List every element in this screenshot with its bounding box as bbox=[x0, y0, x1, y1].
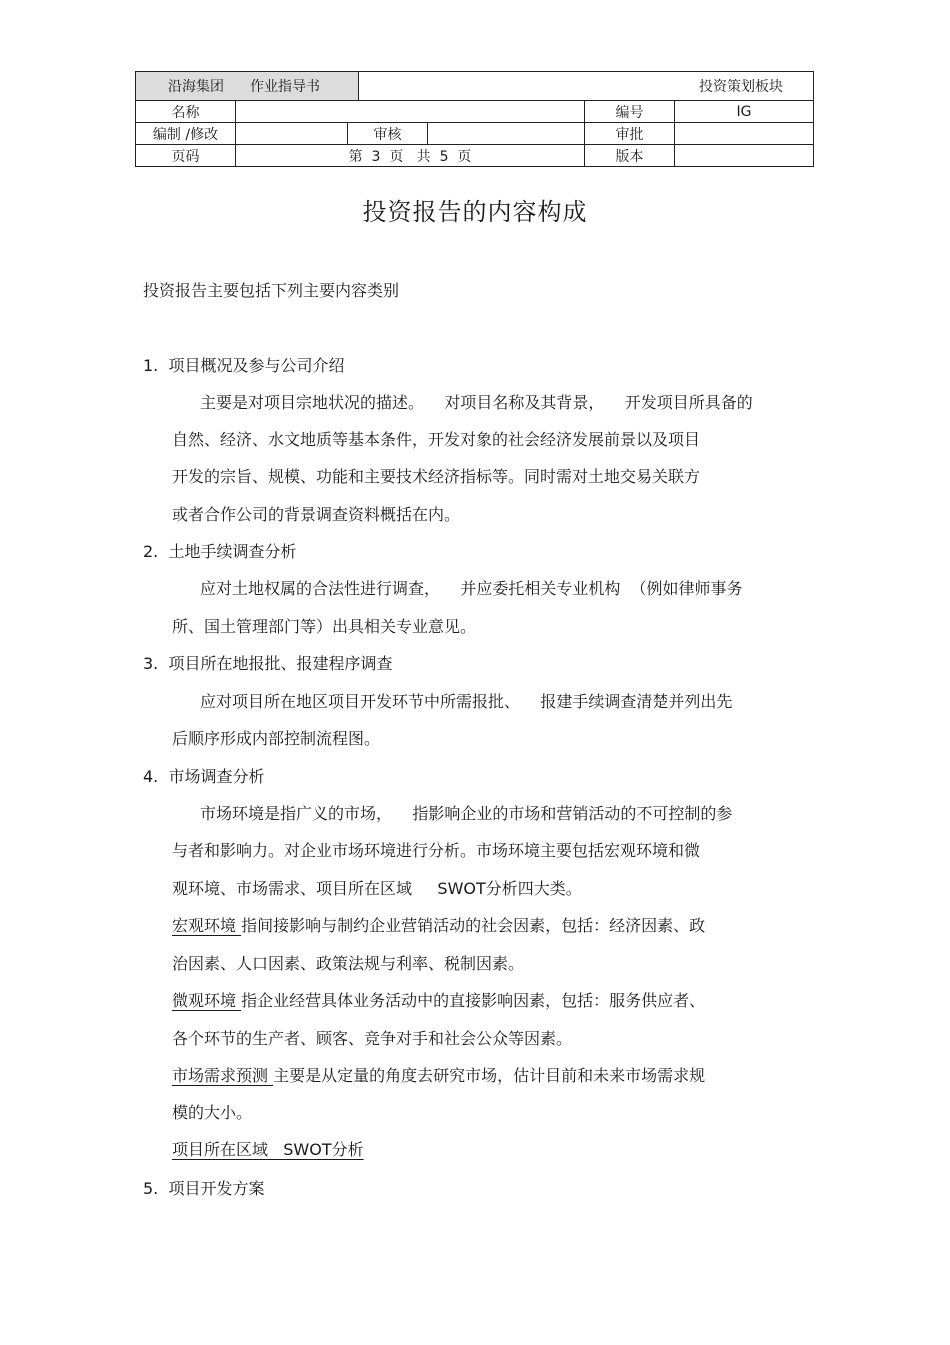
version-label: 版本 bbox=[584, 145, 674, 166]
document-title: 投资报告的内容构成 bbox=[362, 198, 588, 226]
review-value bbox=[427, 123, 584, 144]
name-label: 名称 bbox=[171, 104, 200, 121]
section-4-line-1: 市场环境是指广义的市场， 指影响企业的市场和营销活动的不可控制的参 bbox=[200, 804, 733, 823]
section-5-heading: 5. 项目开发方案 bbox=[143, 1179, 265, 1198]
intro-text: 投资报告主要包括下列主要内容类别 bbox=[143, 281, 400, 300]
macro-env-line-2: 治因素、人口因素、政策法规与利率、税制因素。 bbox=[172, 954, 525, 973]
edit-value bbox=[235, 123, 347, 144]
review-label: 审核 bbox=[347, 123, 427, 144]
section-1-line-1: 主要是对项目宗地状况的描述。 对项目名称及其背景， 开发项目所具备的 bbox=[200, 393, 753, 412]
section-name: 投资策划板块 bbox=[699, 79, 783, 95]
macro-env-line-1 bbox=[172, 915, 705, 937]
swot-term: 项目所在区域 SWOT分析 bbox=[172, 1140, 364, 1159]
section-4-heading: 4. 市场调查分析 bbox=[143, 767, 265, 786]
micro-env-line-2: 各个环节的生产者、顾客、竞争对手和社会公众等因素。 bbox=[172, 1029, 573, 1048]
section-4-line-2: 与者和影响力。对企业市场环境进行分析。市场环境主要包括宏观环境和微 bbox=[172, 841, 701, 860]
macro-env-text-1: 指间接影响与制约企业营销活动的社会因素，包括：经济因素、政 bbox=[241, 916, 706, 935]
page-label: 页码 bbox=[171, 148, 200, 165]
section-2-line-1: 应对土地权属的合法性进行调查， 并应委托相关专业机构 （例如律师事务 bbox=[200, 579, 743, 598]
section-1-line-3: 开发的宗旨、规模、功能和主要技术经济指标等。同时需对土地交易关联方 bbox=[172, 467, 701, 486]
section-2-heading: 2. 土地手续调查分析 bbox=[143, 542, 297, 561]
header-section-cell bbox=[358, 72, 813, 100]
edit-label: 编制 /修改 bbox=[152, 126, 219, 143]
doc-type: 作业指导书 bbox=[250, 79, 320, 95]
section-1-line-2: 自然、经济、水文地质等基本条件，开发对象的社会经济发展前景以及项目 bbox=[172, 430, 701, 449]
micro-env-text-1: 指企业经营具体业务活动中的直接影响因素，包括：服务供应者、 bbox=[241, 991, 706, 1010]
swot-line bbox=[172, 1139, 364, 1161]
section-1-heading: 1. 项目概况及参与公司介绍 bbox=[143, 356, 345, 375]
approve-label: 审批 bbox=[584, 123, 674, 144]
header-row-1 bbox=[136, 72, 813, 101]
section-3-line-1: 应对项目所在地区项目开发环节中所需报批、 报建手续调查清楚并列出先 bbox=[200, 692, 733, 711]
company-name: 沿海集团 bbox=[168, 79, 224, 95]
demand-forecast-text-1: 主要是从定量的角度去研究市场，估计目前和未来市场需求规 bbox=[273, 1066, 706, 1085]
demand-forecast-term: 市场需求预测 bbox=[172, 1066, 274, 1085]
header-row-2 bbox=[136, 101, 813, 123]
header-row-3 bbox=[136, 123, 813, 145]
micro-env-line-1 bbox=[172, 990, 705, 1012]
name-value bbox=[235, 101, 584, 122]
section-4-line-3: 观环境、市场需求、项目所在区域 SWOT分析四大类。 bbox=[172, 879, 582, 898]
approve-value bbox=[674, 123, 813, 144]
section-3-line-2: 后顺序形成内部控制流程图。 bbox=[172, 729, 381, 748]
header-row-4 bbox=[136, 145, 813, 166]
section-2-line-2: 所、国土管理部门等）出具相关专业意见。 bbox=[172, 617, 477, 636]
document-header-table bbox=[135, 71, 814, 167]
macro-env-term: 宏观环境 bbox=[172, 916, 242, 935]
section-3-heading: 3. 项目所在地报批、报建程序调查 bbox=[143, 654, 393, 673]
micro-env-term: 微观环境 bbox=[172, 991, 242, 1010]
demand-forecast-line-1 bbox=[172, 1065, 705, 1087]
version-value bbox=[674, 145, 813, 166]
header-brand-cell bbox=[136, 72, 358, 100]
page-indicator: 第 3 页 共 5 页 bbox=[235, 145, 584, 166]
number-value: IG bbox=[674, 101, 813, 122]
number-label: 编号 bbox=[584, 101, 674, 122]
section-1-line-4: 或者合作公司的背景调查资料概括在内。 bbox=[172, 505, 461, 524]
demand-forecast-line-2: 模的大小。 bbox=[172, 1103, 253, 1122]
